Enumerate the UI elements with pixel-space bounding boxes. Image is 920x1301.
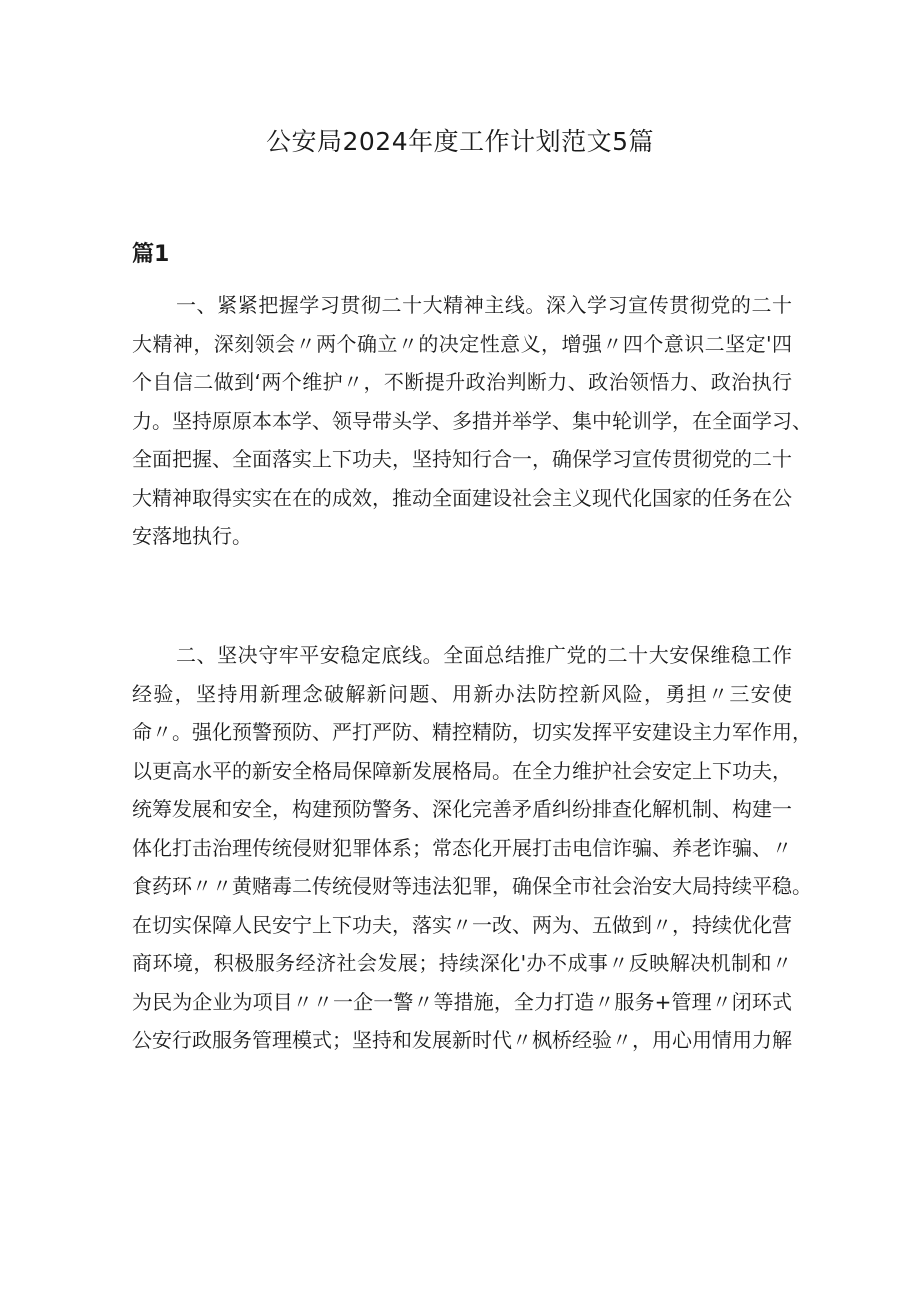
paragraph-line: 统筹发展和安全，构建预防警务、深化完善矛盾纠纷排查化解机制、构建一 [132, 797, 792, 821]
paragraph-line: 经验，坚持用新理念破解新问题、用新办法防控新风险，勇担〃三安使 [132, 681, 792, 706]
paragraph-line: 以更高水平的新安全格局保障新发展格局。在全力维护社会安定上下功夫， [132, 758, 792, 783]
paragraph-line: 大精神取得实实在在的成效，推动全面建设社会主义现代化国家的任务在公 [132, 485, 792, 510]
paragraph-line: 大精神，深刻领会〃两个确立〃的决定性意义，增强〃四个意识二坚定'四 [132, 331, 792, 356]
paragraph-line: 食药环〃〃黄赌毒二传统侵财等违法犯罪，确保全市社会治安大局持续平稳。 [132, 874, 812, 898]
section-heading: 篇1 [132, 242, 170, 267]
paragraph-line: 全面把握、全面落实上下功夫，坚持知行合一，确保学习宣传贯彻党的二十 [132, 447, 792, 471]
paragraph-line: 安落地执行。 [132, 524, 252, 548]
paragraph-line: 公安行政服务管理模式；坚持和发展新时代〃枫桥经验〃，用心用情用力解 [132, 1028, 792, 1052]
paragraph-2 [132, 636, 812, 1060]
paragraph-line: 二、坚决守牢平安稳定底线。全面总结推广党的二十大安保维稳工作 [176, 643, 792, 667]
paragraph-line: 个自信二做到‘两个维护〃，不断提升政治判断力、政治领悟力、政治执行 [132, 370, 792, 394]
paragraph-line: 在切实保障人民安宁上下功夫，落实〃一改、两为、五做到〃，持续优化营 [132, 912, 792, 937]
paragraph-line: 命〃。强化预警预防、严打严防、精控精防，切实发挥平安建设主力军作用， [132, 720, 812, 744]
document-title: 公安局2024年度工作计划范文5篇 [265, 127, 655, 156]
paragraph-line: 体化打击治理传统侵财犯罪体系；常态化开展打击电信诈骗、养老诈骗、〃 [132, 835, 792, 860]
paragraph-line: 力。坚持原原本本学、领导带头学、多措并举学、集中轮训学，在全面学习、 [132, 408, 812, 433]
paragraph-1 [132, 286, 812, 556]
paragraph-line: 商环境，积极服务经济社会发展；持续深化'办不成事〃反映解决机制和〃 [132, 951, 792, 975]
paragraph-line: 一、紧紧把握学习贯彻二十大精神主线。深入学习宣传贯彻党的二十 [176, 293, 792, 317]
paragraph-line: 为民为企业为项目〃〃一企一警〃等措施，全力打造〃服务+管理〃闭环式 [132, 989, 792, 1014]
